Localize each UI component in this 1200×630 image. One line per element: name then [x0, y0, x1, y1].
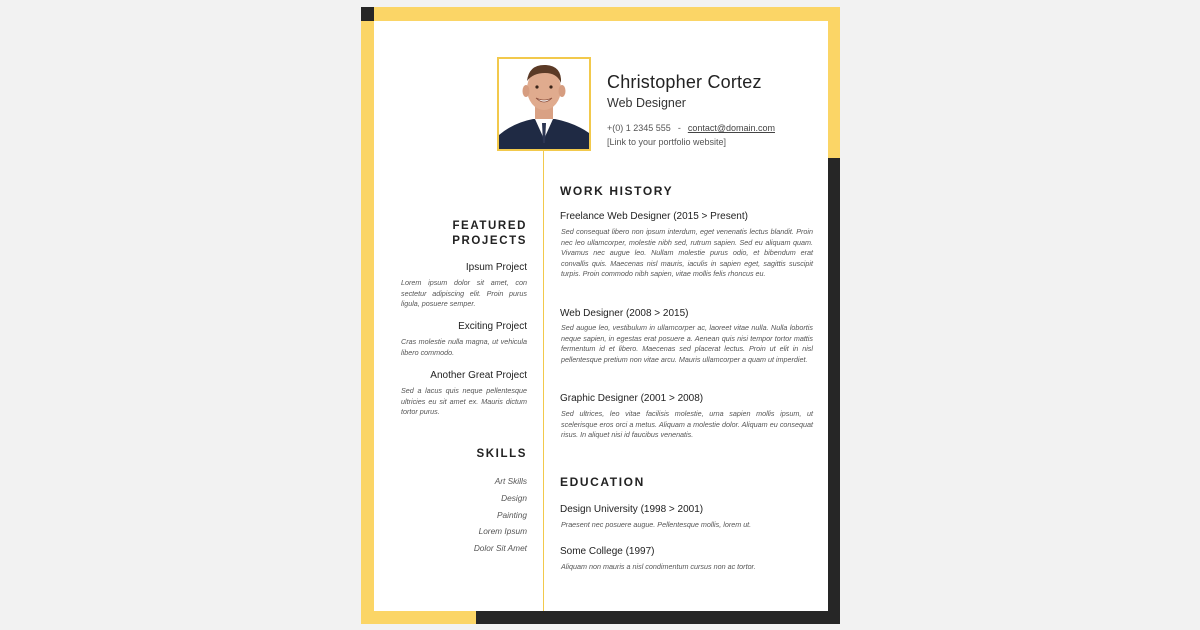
job-description: Sed consequat libero non ipsum interdum, eget venenatis lectus blandit. Proin nec leo ullamcorper, molestie nibh sed, rutrum sapien. Sed eu aliquam quam. Vivamus nec augue leo. Nullam molestie purus odio, et bibendum erat convallis quis. Maecenas nisl mauris, iaculis in sapien eget, sagittis suscipit turpis. Proin commodo nibh sapien, vitae mollis felis rhoncus eu.: [561, 227, 813, 279]
skill-item: Design: [501, 493, 527, 503]
yellow-frame-top: [374, 7, 840, 21]
project-description: Cras molestie nulla magna, ut vehicula libero commodo.: [401, 337, 527, 357]
job-title: Web Designer (2008 > 2015): [560, 308, 689, 319]
featured-heading-line2: PROJECTS: [452, 235, 527, 247]
education-description: Aliquam non mauris a nisl condimentum cursus non ac tortor.: [561, 562, 756, 571]
profile-photo: [497, 57, 591, 151]
dark-frame-corner: [361, 7, 374, 21]
person-avatar-icon: [499, 59, 589, 149]
featured-projects-heading: [452, 219, 527, 249]
education-title: Design University (1998 > 2001): [560, 504, 704, 515]
skill-item: Dolor Sit Amet: [473, 543, 527, 553]
project-description: Lorem ipsum dolor sit amet, con sectetur adipiscing elit. Proin purus ligula, posuere semper.: [401, 278, 527, 309]
contact-separator: -: [677, 123, 681, 133]
yellow-frame-right: [828, 7, 840, 159]
email-link[interactable]: contact@domain.com: [687, 123, 775, 133]
job-title: Graphic Designer (2001 > 2008): [560, 393, 704, 404]
work-history-heading: WORK HISTORY: [560, 184, 674, 198]
education-heading: EDUCATION: [560, 475, 645, 489]
dark-frame-bottom: [476, 611, 840, 624]
candidate-name: Christopher Cortez: [607, 72, 762, 92]
skill-item: Painting: [497, 510, 527, 520]
portfolio-link[interactable]: [Link to your portfolio website]: [607, 137, 727, 147]
yellow-frame-left: [361, 7, 375, 624]
education-description: Praesent nec posuere augue. Pellentesque mollis, lorem ut.: [561, 520, 752, 529]
skills-heading: SKILLS: [476, 448, 527, 460]
column-divider: [543, 151, 544, 611]
project-title: Another Great Project: [430, 370, 527, 381]
project-title: Exciting Project: [458, 321, 527, 332]
featured-heading-line1: FEATURED: [452, 220, 527, 232]
job-description: Sed augue leo, vestibulum in ullamcorper ac, laoreet vitae nulla. Nulla lobortis neque sapien, in egestas erat posuere a. Aenean quis nisi tempor tortor mattis fermentum id et libero. Maecenas sed placerat lectus. Proin ut elit in nisl pellentesque pretium non vitae arcu. Mauris ullamcorper a quam ut imperdiet.: [561, 323, 813, 364]
phone-number: +(0) 1 2345 555: [607, 123, 671, 133]
skill-item: Lorem Ipsum: [478, 526, 527, 536]
job-title: Freelance Web Designer (2015 > Present): [560, 211, 748, 222]
skill-item: Art Skills: [494, 476, 527, 486]
yellow-frame-bottom: [361, 611, 479, 624]
education-title: Some College (1997): [560, 546, 655, 557]
dark-frame-right: [828, 158, 840, 624]
project-description: Sed a lacus quis neque pellentesque ultricies eu sit amet ex. Mauris dictum tortor purus.: [401, 386, 527, 417]
contact-line: [607, 123, 775, 133]
job-description: Sed ultrices, leo vitae facilisis molestie, urna sapien mollis ipsum, ut scelerisque eros orci a metus. Aliquam a molestie dolor. Aliquam eu consequat risus. In aliquet nisi id faucibus venenatis.: [561, 409, 813, 440]
project-title: Ipsum Project: [465, 262, 527, 273]
candidate-role: Web Designer: [607, 96, 686, 110]
